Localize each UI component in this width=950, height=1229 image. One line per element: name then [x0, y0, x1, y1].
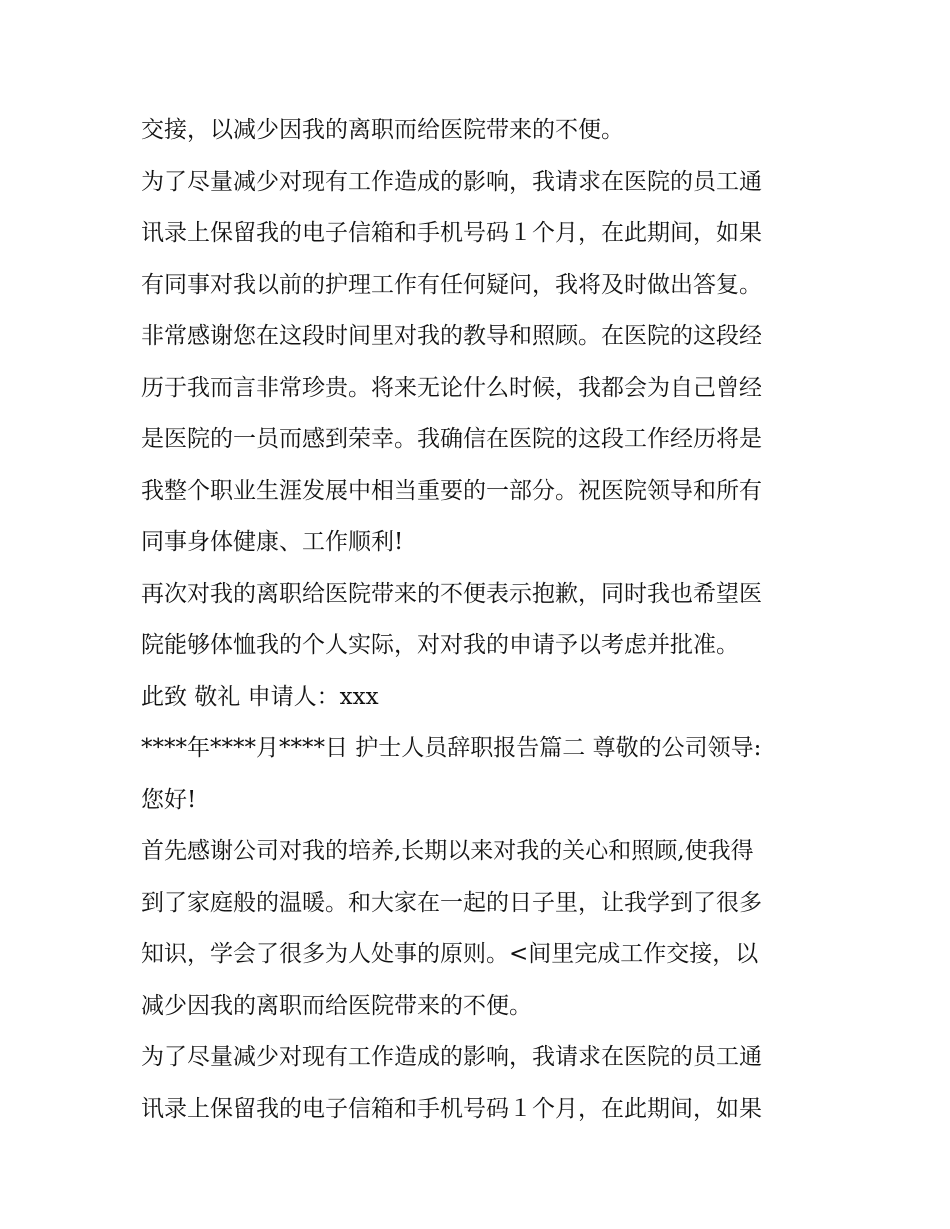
text-line: 为了尽量减少对现有工作造成的影响，我请求在医院的员工通 [141, 168, 762, 195]
text-line: 历于我而言非常珍贵。将来无论什么时候，我都会为自己曾经 [141, 374, 762, 401]
text-line: 院能够体恤我的个人实际，对对我的申请予以考虑并批准。 [141, 632, 739, 658]
text-line: 讯录上保留我的电子信箱和手机号码１个月，在此期间，如果 [141, 220, 762, 246]
text-line: 到了家庭般的温暖。和大家在一起的日子里，让我学到了很多 [141, 889, 762, 916]
text-line: 交接，以减少因我的离职而给医院带来的不便。 [141, 117, 624, 143]
greeting-line: 您好! [141, 786, 197, 813]
text-line: 讯录上保留我的电子信箱和手机号码１个月，在此期间，如果 [141, 1095, 762, 1122]
text-line: 减少因我的离职而给医院带来的不便。 [141, 992, 532, 1019]
text-line: 知识，学会了很多为人处事的原则。<间里完成工作交接，以 [141, 941, 759, 967]
text-line: 是医院的一员而感到荣幸。我确信在医院的这段工作经历将是 [141, 426, 762, 452]
text-line: 我整个职业生涯发展中相当重要的一部分。祝医院领导和所有 [141, 477, 762, 504]
date-title-line: ****年****月****日 护士人员辞职报告篇二 尊敬的公司领导: [141, 735, 762, 761]
text-line: 有同事对我以前的护理工作有任何疑问，我将及时做出答复。 [141, 271, 762, 298]
text-line: 同事身体健康、工作顺利! [141, 529, 404, 555]
signature-line: 此致 敬礼 申请人：xxx [141, 683, 379, 710]
text-line: 非常感谢您在这段时间里对我的教导和照顾。在医院的这段经 [141, 323, 762, 349]
text-line: 为了尽量减少对现有工作造成的影响，我请求在医院的员工通 [141, 1044, 762, 1070]
text-line: 首先感谢公司对我的培养,长期以来对我的关心和照顾,使我得 [141, 838, 754, 864]
text-line: 再次对我的离职给医院带来的不便表示抱歉，同时我也希望医 [141, 580, 762, 607]
document-page [141, 110, 821, 1140]
